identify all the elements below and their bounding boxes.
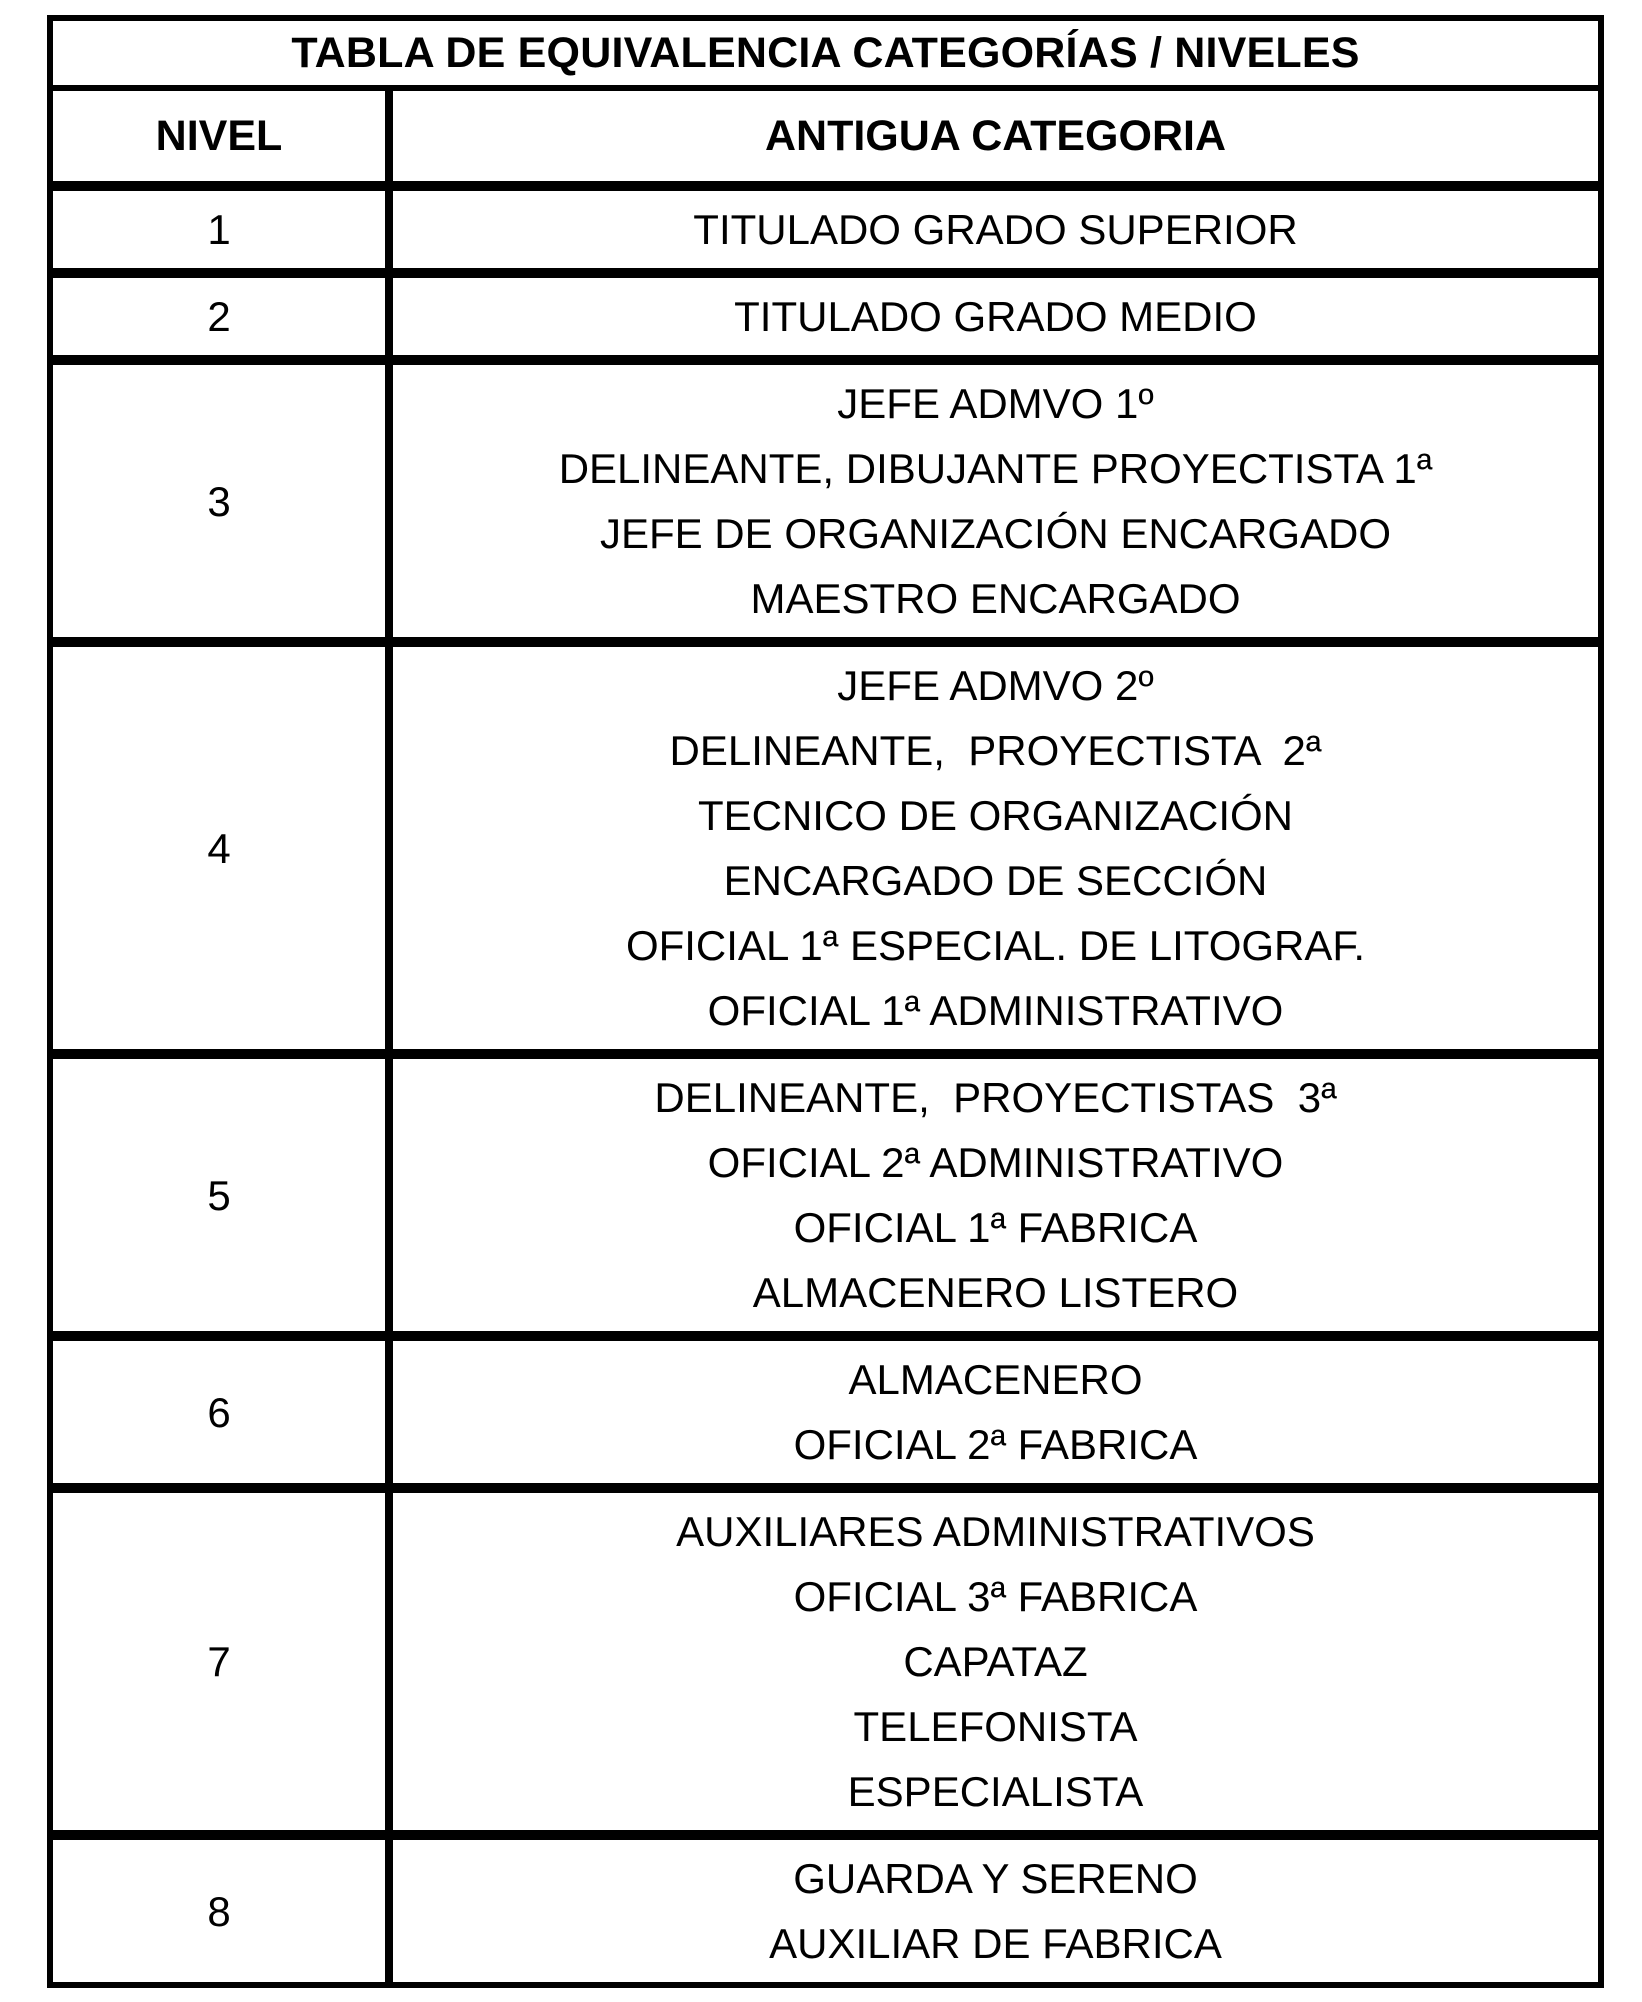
categoria-line: GUARDA Y SERENO (793, 1855, 1198, 1902)
categoria-line: OFICIAL 1ª ADMINISTRATIVO (707, 987, 1284, 1034)
categoria-line: OFICIAL 2ª ADMINISTRATIVO (707, 1139, 1284, 1186)
categoria-line: JEFE DE ORGANIZACIÓN ENCARGADO (599, 510, 1392, 557)
table-row (53, 1488, 1598, 1835)
categoria-line: TELEFONISTA (853, 1703, 1138, 1750)
nivel-cell: 6 (53, 1336, 389, 1488)
categoria-line: JEFE ADMVO 1º (837, 380, 1154, 427)
categoria-cell (389, 1336, 1598, 1488)
categoria-cell (389, 642, 1598, 1054)
categoria-line: CAPATAZ (903, 1638, 1088, 1685)
categoria-line: AUXILIAR DE FABRICA (769, 1920, 1222, 1967)
categoria-line: OFICIAL 1ª ESPECIAL. DE LITOGRAF. (625, 922, 1366, 969)
table-title: TABLA DE EQUIVALENCIA CATEGORÍAS / NIVELES (53, 21, 1598, 91)
equivalence-table-sheet (47, 15, 1604, 1988)
categoria-line: ESPECIALISTA (847, 1768, 1144, 1815)
categoria-cell (389, 273, 1598, 360)
nivel-cell: 3 (53, 360, 389, 642)
categoria-cell (389, 1488, 1598, 1835)
categoria-line: TECNICO DE ORGANIZACIÓN (697, 792, 1294, 839)
categoria-line: JEFE ADMVO 2º (837, 662, 1154, 709)
header-antigua-categoria: ANTIGUA CATEGORIA (389, 91, 1598, 186)
categoria-line: MAESTRO ENCARGADO (750, 575, 1241, 622)
categoria-line: OFICIAL 3ª FABRICA (793, 1573, 1198, 1620)
header-nivel: NIVEL (53, 91, 389, 186)
nivel-cell: 1 (53, 186, 389, 273)
header-row (53, 91, 1598, 186)
categoria-cell (389, 1054, 1598, 1336)
nivel-cell: 8 (53, 1835, 389, 1982)
table-row (53, 1835, 1598, 1982)
nivel-cell: 7 (53, 1488, 389, 1835)
categoria-line: ALMACENERO (848, 1356, 1143, 1403)
categoria-cell (389, 186, 1598, 273)
categoria-line: TITULADO GRADO SUPERIOR (693, 206, 1298, 253)
table-row (53, 186, 1598, 273)
categoria-line: OFICIAL 1ª FABRICA (793, 1204, 1198, 1251)
table-row (53, 642, 1598, 1054)
categoria-line: AUXILIARES ADMINISTRATIVOS (676, 1508, 1315, 1555)
nivel-cell: 4 (53, 642, 389, 1054)
table-row (53, 360, 1598, 642)
categoria-line: TITULADO GRADO MEDIO (734, 293, 1257, 340)
equivalence-table (53, 91, 1598, 1982)
table-row (53, 1054, 1598, 1336)
categoria-cell (389, 360, 1598, 642)
categoria-line: ENCARGADO DE SECCIÓN (723, 857, 1268, 904)
table-body (53, 186, 1598, 1982)
categoria-line: DELINEANTE, DIBUJANTE PROYECTISTA 1ª (558, 445, 1433, 492)
categoria-line: ALMACENERO LISTERO (752, 1269, 1239, 1316)
categoria-line: OFICIAL 2ª FABRICA (793, 1421, 1198, 1468)
categoria-cell (389, 1835, 1598, 1982)
table-row (53, 273, 1598, 360)
table-row (53, 1336, 1598, 1488)
categoria-line: DELINEANTE, PROYECTISTAS 3ª (654, 1074, 1337, 1121)
nivel-cell: 2 (53, 273, 389, 360)
nivel-cell: 5 (53, 1054, 389, 1336)
categoria-line: DELINEANTE, PROYECTISTA 2ª (669, 727, 1322, 774)
